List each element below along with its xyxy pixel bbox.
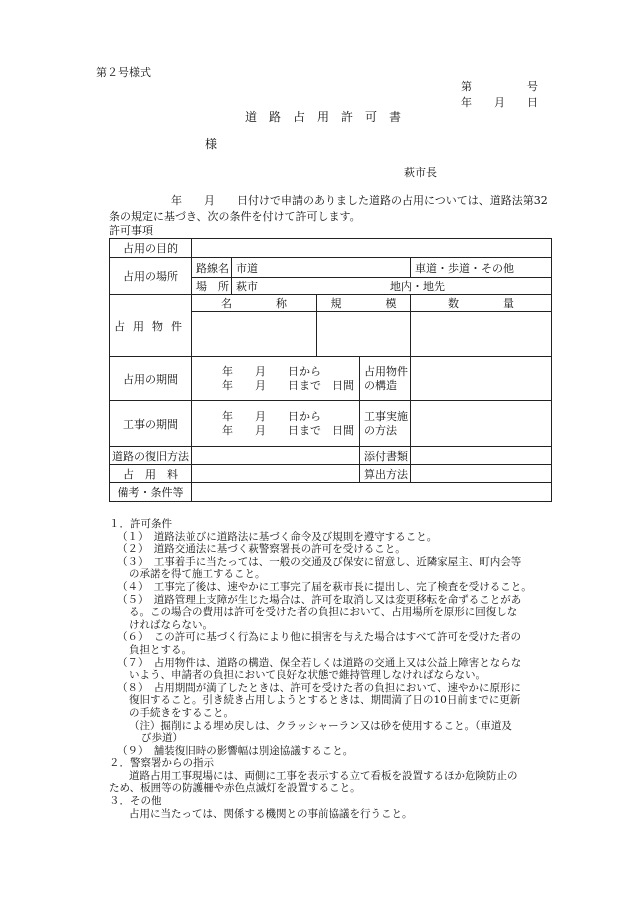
police-instruction-a: 道路占用工事現場には、両側に工事を表示する立て看板を設置するほか危険防止の	[129, 769, 518, 782]
permit-number-label: 第 号	[461, 80, 538, 93]
col-qty-header: 数 量	[411, 295, 552, 312]
object-spec-value	[317, 312, 411, 357]
intro-line-1: 年 月 日付けで申請のありました道路の占用については、道路法第32	[171, 194, 548, 207]
place-label: 場 所	[192, 278, 232, 295]
intro-line-2: 条の規定に基づき、次の条件を付けて許可します。	[109, 210, 361, 223]
condition-7a: （７） 占用物件は、道路の構造、保全若しくは道路の交通上又は公益上障害とならな	[117, 656, 522, 669]
condition-3b: の承諾を得て施工すること。	[129, 568, 266, 581]
condition-5a: （５） 道路管理上支障が生じた場合は、許可を取消し又は変更移転を命ずることがあ	[117, 593, 522, 606]
condition-8-note: （注）掘削による埋め戻しは、クラッシャーラン又は砂を使用すること。（車道及	[129, 719, 512, 732]
remarks-label: 備考・条件等	[110, 483, 192, 502]
addressee-suffix: 様	[205, 137, 218, 151]
location-label: 占用の場所	[110, 258, 192, 295]
object-label: 占用物件	[110, 295, 192, 357]
place-cell	[232, 278, 552, 295]
attach-value	[411, 447, 552, 465]
restore-value	[192, 447, 360, 465]
work-method-value	[411, 401, 552, 447]
permit-conditions	[109, 518, 569, 820]
condition-1: （１） 道路法並びに道路法に基づく命令及び規則を遵守すること。	[117, 530, 438, 543]
condition-8a: （８） 占用期間が満了したときは、許可を受けた者の負担において、速やかに原形に	[117, 681, 522, 694]
structure-value	[411, 357, 552, 401]
other-instruction: 占用に当たっては、関係する機関との事前協議を行うこと。	[129, 807, 413, 820]
calc-label: 算出方法	[360, 465, 411, 483]
col-name-header: 名 称	[192, 295, 317, 312]
section-label: 許可事項	[109, 224, 153, 237]
form-number: 第２号様式	[96, 66, 151, 79]
place-suffix: 地内・地先	[390, 280, 445, 293]
condition-2: （２） 道路交通法に基づく萩警察署長の許可を受けること。	[117, 543, 406, 556]
permit-table	[109, 238, 552, 502]
work-method-label-1: 工事実施	[364, 409, 408, 423]
work-method-label-2: の方法	[364, 423, 397, 437]
condition-heading-1: １．許可条件	[109, 518, 172, 530]
attach-label: 添付書類	[360, 447, 411, 465]
structure-label-1: 占用物件	[364, 364, 408, 378]
object-name-value	[192, 312, 317, 357]
condition-5c: ければならない。	[129, 618, 213, 631]
period-label: 占用の期間	[110, 357, 192, 401]
structure-label-cell	[360, 357, 411, 401]
issuer-name: 萩市長	[404, 166, 437, 179]
condition-4: （４） 工事完了後は、速やかに工事完了届を萩市長に提出し、完了検査を受けること。	[117, 580, 532, 593]
object-qty-value	[411, 312, 552, 357]
work-period-cell	[192, 401, 360, 447]
condition-8c: の手続きをすること。	[129, 706, 234, 719]
work-to: 年 月 日まで 日間	[222, 423, 354, 437]
condition-heading-2: ２．警察署からの指示	[109, 757, 214, 770]
period-from: 年 月 日から	[222, 364, 321, 378]
condition-8-note-cont: び歩道）	[141, 732, 183, 745]
work-method-label-cell	[360, 401, 411, 447]
work-period-label: 工事の期間	[110, 401, 192, 447]
condition-7b: いよう、申請者の負担において良好な状態で維持管理しなければならない。	[129, 669, 486, 682]
route-value: 市道	[232, 258, 411, 278]
fee-label: 占 用 料	[110, 465, 192, 483]
condition-3a: （３） 工事着手に当たっては、一般の交通及び保安に留意し、近隣家屋主、町内会等	[117, 555, 522, 568]
condition-6b: 負担とする。	[129, 643, 192, 656]
condition-8b: 復旧すること。引き続き占用しようとするときは、期間満了日の10日前までに更新	[129, 694, 521, 707]
permit-date-label: 年 月 日	[461, 96, 538, 109]
purpose-label: 占用の目的	[110, 239, 192, 258]
structure-label-2: の構造	[364, 378, 397, 392]
purpose-value	[192, 239, 552, 258]
condition-9: （９） 舗装復旧時の影響幅は別途協議すること。	[117, 744, 354, 757]
remarks-value	[192, 483, 552, 502]
condition-heading-3: ３．その他	[109, 795, 162, 808]
route-label: 路線名	[192, 258, 232, 278]
condition-5b: る。この場合の費用は許可を受けた者の負担において、占用場所を原形に回復しな	[129, 606, 518, 619]
place-value: 萩市	[236, 280, 258, 293]
restore-label: 道路の復旧方法	[110, 447, 192, 465]
fee-value	[192, 465, 360, 483]
calc-value	[411, 465, 552, 483]
period-to: 年 月 日まで 日間	[222, 378, 354, 392]
col-spec-header: 規 模	[317, 295, 411, 312]
period-cell	[192, 357, 360, 401]
police-instruction-b: ため、板囲等の防護柵や赤色点滅灯を設置すること。	[109, 782, 361, 795]
document-title: 道路占用許可書	[245, 110, 414, 124]
condition-6a: （６） この許可に基づく行為により他に損害を与えた場合はすべて許可を受けた者の	[117, 631, 522, 644]
road-type: 車道・歩道・その他	[411, 258, 552, 278]
work-from: 年 月 日から	[222, 409, 321, 423]
